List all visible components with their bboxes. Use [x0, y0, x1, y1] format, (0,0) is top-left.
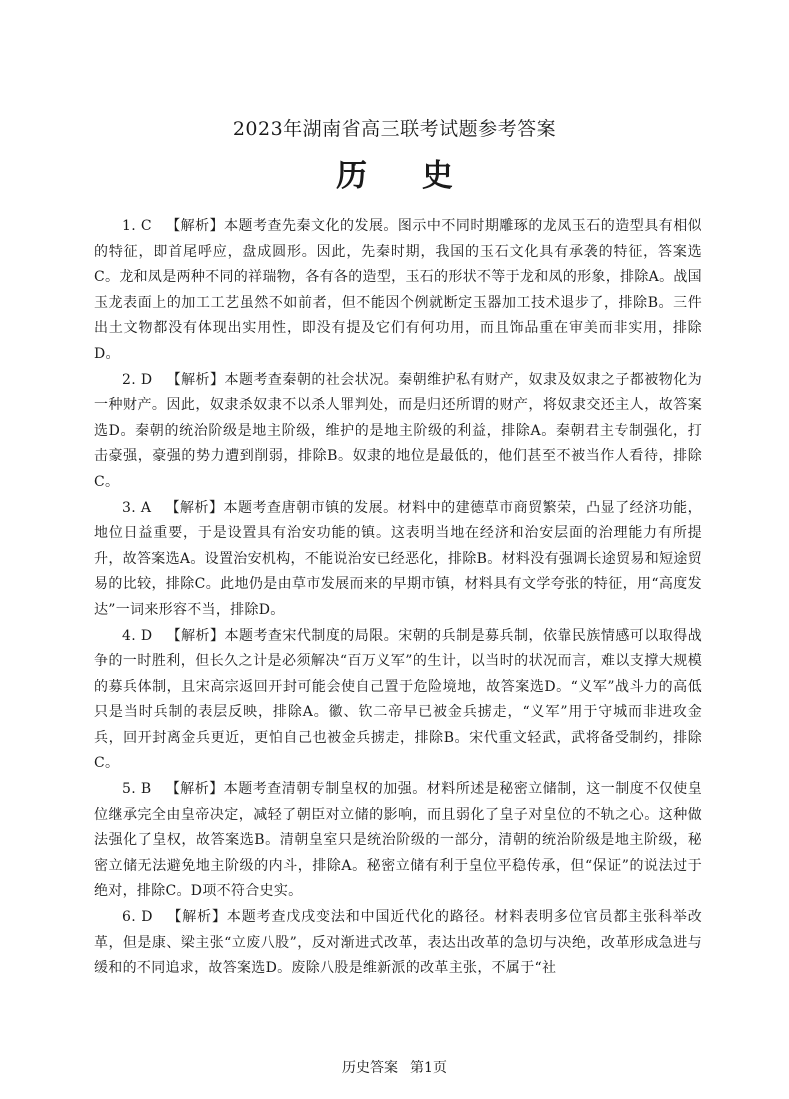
page-footer — [0, 1057, 789, 1077]
answer-explanation: 【解析】本题考查先秦文化的发展。图示中不同时期雕琢的龙凤玉石的造型具有相似的特征，即首尾呼应，盘成圆形。因此，先秦时期，我国的玉石文化具有承袭的特征，答案选C。龙和凤是两种不同的祥瑞物，各有各的造型，玉石的形状不等于龙和凤的形象，排除A。战国玉龙表面上的加工工艺虽然不如前者，但不能因个例就断定玉器加工技术退步了，排除B。三件出土文物都没有体现出实用性，即没有提及它们有何功用，而且饰品重在审美而非实用，排除D。 — [94, 218, 702, 362]
answer-item-2 — [94, 368, 702, 496]
answer-item-4 — [94, 624, 702, 778]
answer-item-3 — [94, 496, 702, 624]
answer-number: 5. B — [122, 781, 152, 798]
answer-explanation: 【解析】本题考查宋代制度的局限。宋朝的兵制是募兵制，依靠民族情感可以取得战争的一时胜利，但长久之计是必须解决“百万义军”的生计，以当时的状况而言，难以支撑大规模的募兵体制，且宋高宗返回开封可能会使自己置于危险境地，故答案选D。“义军”战斗力的高低只是当时兵制的表层反映，排除A。徽、钦二帝早已被金兵掳走，“义军”用于守城而非进攻金兵，回开封离金兵更近，更怕自己也被金兵掳走，排除B。宋代重文轻武，武将备受制约，排除C。 — [94, 627, 703, 772]
answer-item-6 — [94, 905, 702, 982]
subject-title: 历 史 — [336, 158, 475, 194]
exam-title: 2023年湖南省高三联考试题参考答案 — [232, 118, 557, 140]
answer-number: 4. D — [122, 627, 153, 644]
footer-label: 历史答案 — [342, 1060, 399, 1076]
answer-number: 3. A — [122, 499, 152, 516]
page-number: 第1页 — [410, 1060, 447, 1076]
answer-number: 1. C — [122, 218, 152, 234]
answer-explanation: 【解析】本题考查戊戌变法和中国近代化的路径。材料表明多位官员都主张科举改革，但是康、梁主张“立废八股”，反对渐进式改革，表达出改革的急切与决绝，改革形成急进与缓和的不同追求，故答案选D。废除八股是维新派的改革主张，不属于“社 — [94, 909, 702, 977]
answer-item-5 — [94, 777, 702, 905]
answer-explanation: 【解析】本题考查清朝专制皇权的加强。材料所述是秘密立储制，这一制度不仅使皇位继承完全由皇帝决定，减轻了朝臣对立储的影响，而且弱化了皇子对皇位的不轨之心。这种做法强化了皇权，故答案选B。清朝皇室只是统治阶级的一部分，清朝的统治阶级是地主阶级，秘密立储无法避免地主阶级的内斗，排除A。秘密立储有利于皇位平稳传承，但“保证”的说法过于绝对，排除C。D项不符合史实。 — [94, 781, 702, 900]
answer-number: 6. D — [122, 909, 153, 926]
answer-explanation: 【解析】本题考查秦朝的社会状况。秦朝维护私有财产，奴隶及奴隶之子都被物化为一种财产。因此，奴隶杀奴隶不以杀人罪判处，而是归还所谓的财产，将奴隶交还主人，故答案选D。秦朝的统治阶级是地主阶级，维护的是地主阶级的利益，排除A。秦朝君主专制强化，打击豪强，豪强的势力遭到削弱，排除B。奴隶的地位是最低的，他们甚至不被当作人看待，排除C。 — [94, 371, 703, 490]
answer-explanation: 【解析】本题考查唐朝市镇的发展。材料中的建德草市商贸繁荣，凸显了经济功能，地位日益重要，于是设置具有治安功能的镇。这表明当地在经济和治安层面的治理能力有所提升，故答案选A。设置治安机构，不能说治安已经恶化，排除B。材料没有强调长途贸易和短途贸易的比较，排除C。此地仍是由草市发展而来的早期市镇，材料具有文学夸张的特征，用“高度发达”一词来形容不当，排除D。 — [94, 499, 702, 618]
answer-item-1 — [94, 214, 702, 368]
answer-number: 2. D — [122, 371, 153, 388]
answer-list — [94, 214, 702, 982]
